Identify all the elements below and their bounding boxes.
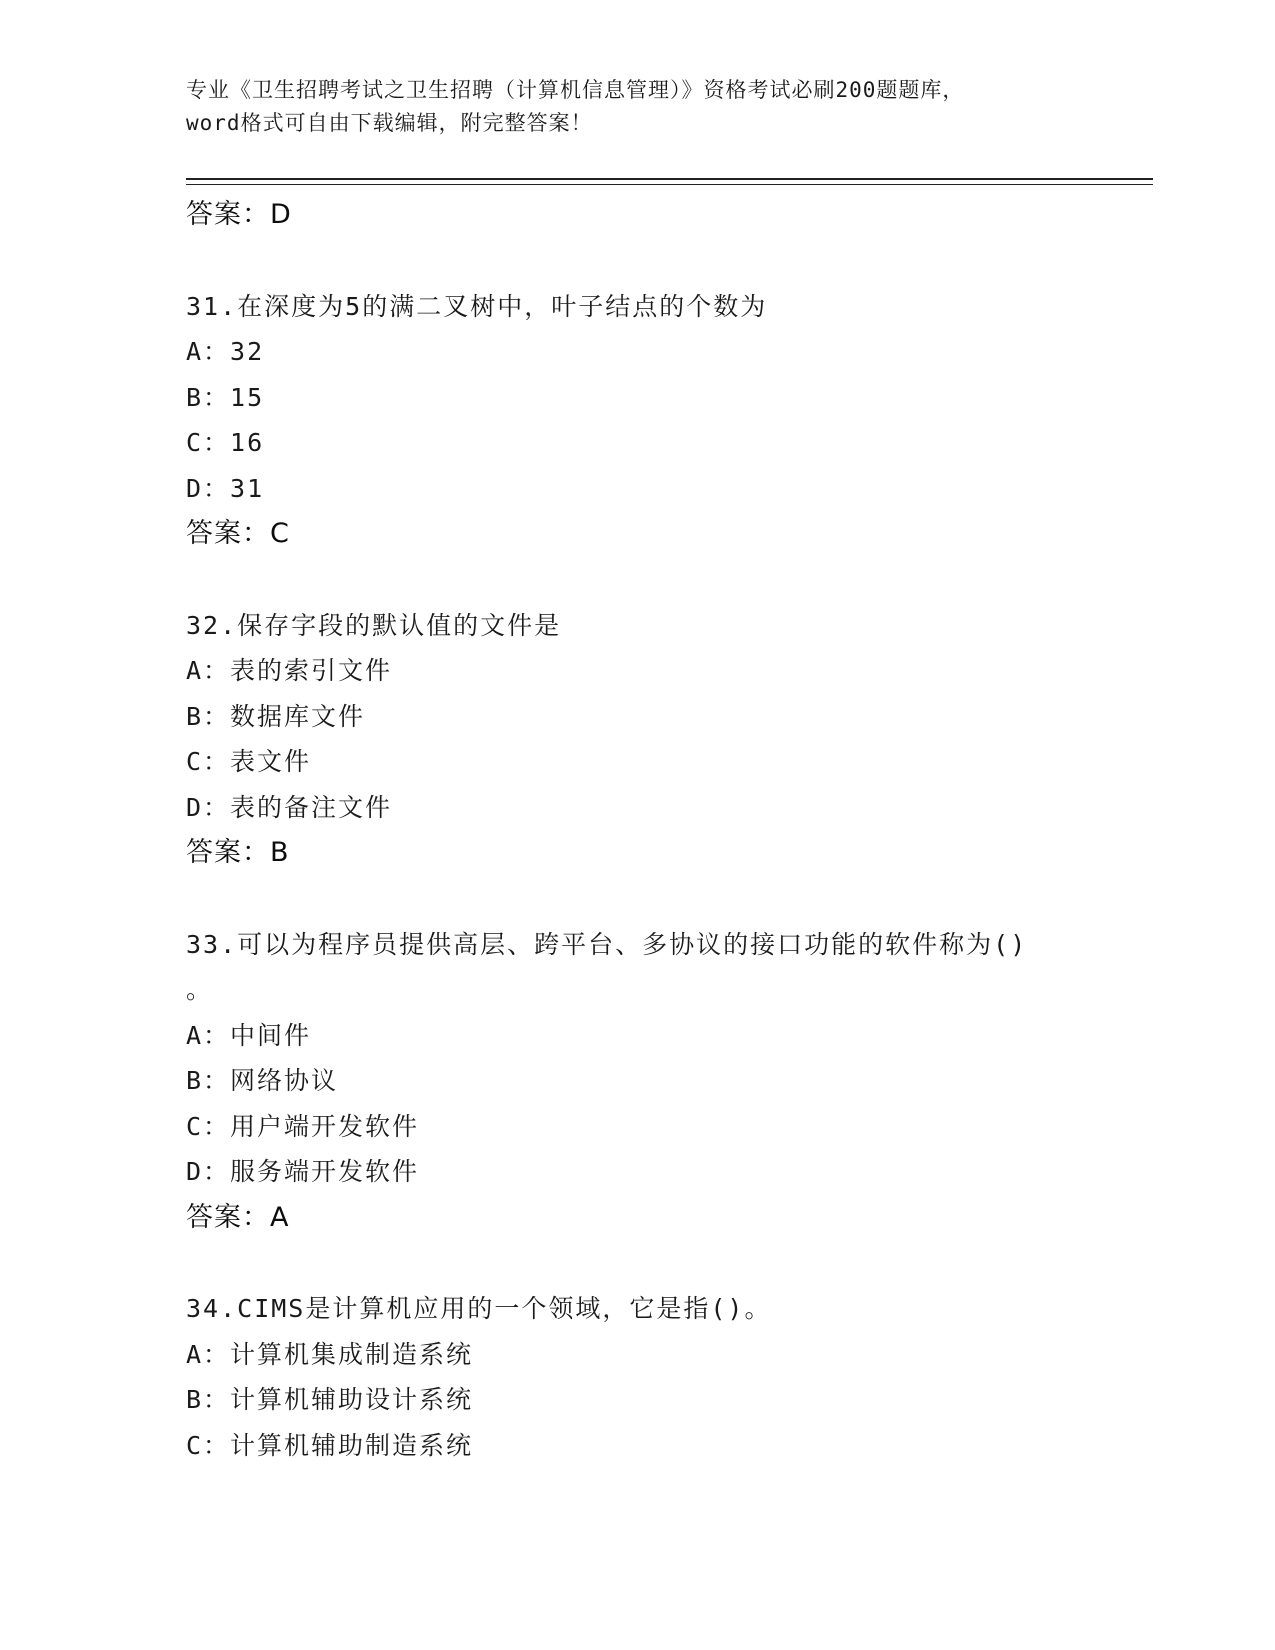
question-34 (186, 1286, 1086, 1468)
answer-previous: 答案：D (186, 199, 292, 230)
option-a: A：表的索引文件 (186, 656, 393, 685)
option-b: B：15 (186, 382, 265, 412)
question-32 (186, 603, 1086, 876)
option-d: D：31 (186, 473, 265, 503)
option-b: B：数据库文件 (186, 701, 366, 731)
header-title-line-2: word格式可自由下载编辑，附完整答案！ (186, 111, 593, 135)
option-a: A：计算机集成制造系统 (186, 1339, 474, 1369)
option-a: A：32 (186, 337, 265, 366)
option-d: D：表的备注文件 (186, 792, 393, 822)
option-b: B：计算机辅助设计系统 (186, 1385, 474, 1414)
spacer (186, 238, 1086, 284)
answer: 答案：B (186, 837, 290, 868)
option-d: D：服务端开发软件 (186, 1157, 420, 1186)
header-title-line-1: 专业《卫生招聘考试之卫生招聘（计算机信息管理）》资格考试必刷200题题库， (186, 78, 965, 102)
option-c: C：计算机辅助制造系统 (186, 1430, 474, 1460)
spacer (186, 876, 1086, 922)
option-c: C：16 (186, 428, 265, 457)
answer: 答案：A (186, 1201, 290, 1233)
option-a: A：中间件 (186, 1020, 312, 1050)
header-divider-thick (186, 178, 1153, 180)
question-stem: 31.在深度为5的满二叉树中，叶子结点的个数为 (186, 291, 768, 321)
question-33 (186, 922, 1086, 1241)
question-stem: 32.保存字段的默认值的文件是 (186, 610, 562, 640)
question-list (186, 192, 1086, 1468)
spacer (186, 1240, 1086, 1286)
answer: 答案：C (186, 518, 290, 549)
document-header (186, 74, 1086, 140)
option-c: C：用户端开发软件 (186, 1111, 420, 1141)
question-stem-continuation: 。 (186, 975, 212, 1004)
option-c: C：表文件 (186, 747, 312, 776)
header-divider-thin (186, 184, 1153, 185)
question-31 (186, 284, 1086, 557)
question-stem: 34.CIMS是计算机应用的一个领域，它是指()。 (186, 1294, 772, 1323)
question-stem: 33.可以为程序员提供高层、跨平台、多协议的接口功能的软件称为() (186, 929, 1028, 959)
option-b: B：网络协议 (186, 1066, 339, 1095)
spacer (186, 557, 1086, 603)
